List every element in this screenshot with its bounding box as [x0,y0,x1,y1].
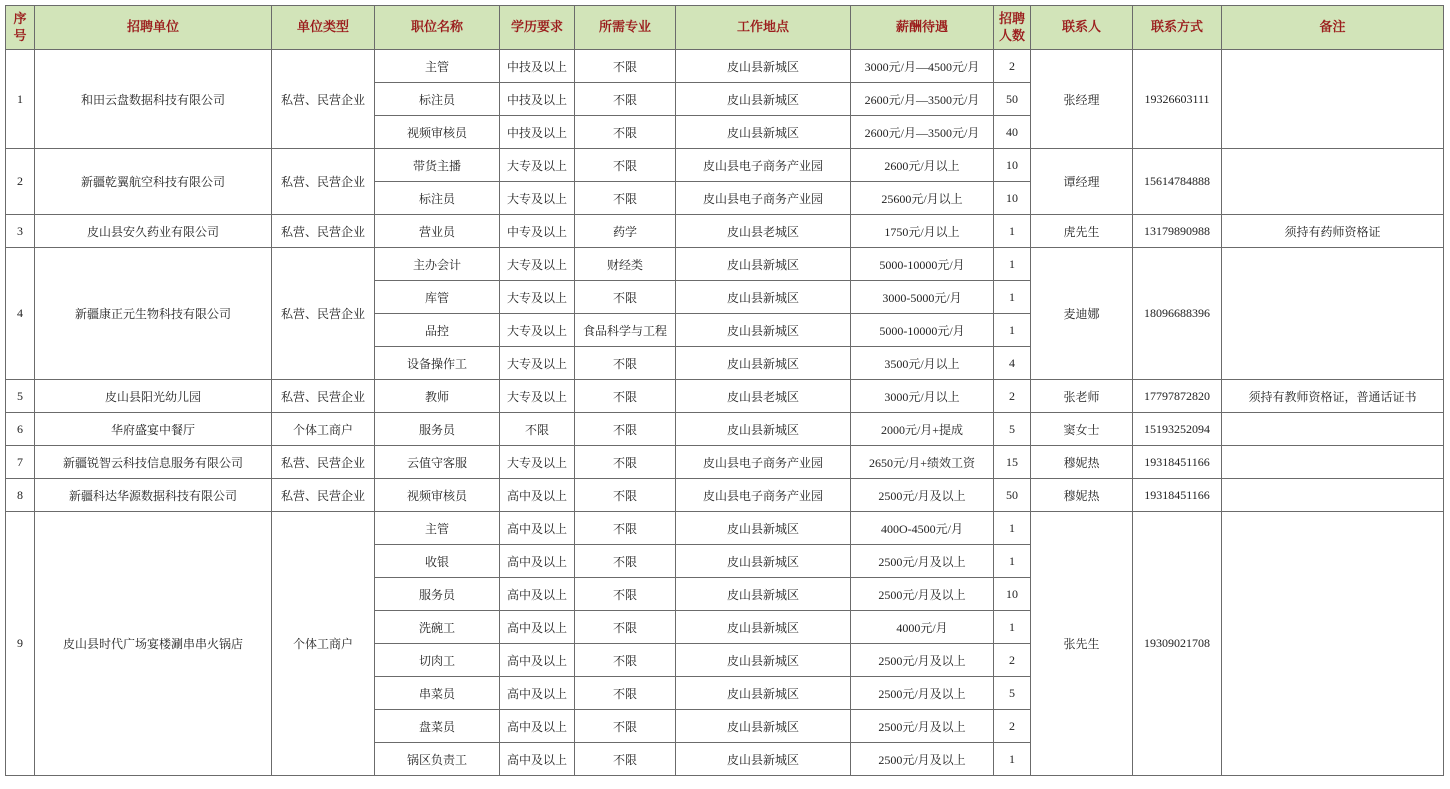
cell-position: 服务员 [375,413,500,446]
cell-position: 教师 [375,380,500,413]
cell-contact: 穆妮热 [1031,446,1133,479]
cell-salary: 2500元/月及以上 [851,743,994,776]
cell-count: 50 [994,479,1031,512]
cell-position: 标注员 [375,83,500,116]
cell-count: 10 [994,182,1031,215]
cell-education: 大专及以上 [500,248,575,281]
cell-company: 和田云盘数据科技有限公司 [35,50,272,149]
cell-major: 不限 [575,149,676,182]
cell-note [1222,248,1444,380]
cell-count: 1 [994,215,1031,248]
cell-major: 不限 [575,578,676,611]
cell-seq: 4 [6,248,35,380]
table-row [6,479,1444,512]
cell-count: 40 [994,116,1031,149]
cell-position: 收银 [375,545,500,578]
cell-education: 高中及以上 [500,512,575,545]
cell-company: 皮山县阳光幼儿园 [35,380,272,413]
cell-education: 高中及以上 [500,677,575,710]
cell-major: 不限 [575,182,676,215]
cell-location: 皮山县新城区 [676,83,851,116]
cell-count: 50 [994,83,1031,116]
cell-note: 须持有药师资格证 [1222,215,1444,248]
cell-phone: 13179890988 [1133,215,1222,248]
cell-note [1222,512,1444,776]
cell-major: 不限 [575,380,676,413]
cell-salary: 4000元/月 [851,611,994,644]
cell-count: 1 [994,281,1031,314]
cell-location: 皮山县新城区 [676,50,851,83]
cell-contact: 窦女士 [1031,413,1133,446]
header-location: 工作地点 [676,6,851,50]
cell-education: 高中及以上 [500,611,575,644]
cell-contact: 谭经理 [1031,149,1133,215]
cell-salary: 400O-4500元/月 [851,512,994,545]
cell-education: 中专及以上 [500,215,575,248]
cell-count: 2 [994,710,1031,743]
cell-company: 新疆锐智云科技信息服务有限公司 [35,446,272,479]
cell-location: 皮山县新城区 [676,281,851,314]
cell-type: 私营、民营企业 [272,380,375,413]
header-row [6,6,1444,50]
header-seq: 序号 [6,6,35,50]
cell-salary: 3500元/月以上 [851,347,994,380]
table-row [6,413,1444,446]
cell-major: 不限 [575,710,676,743]
cell-phone: 19318451166 [1133,446,1222,479]
cell-education: 中技及以上 [500,50,575,83]
table-row [6,215,1444,248]
cell-location: 皮山县新城区 [676,545,851,578]
cell-education: 高中及以上 [500,479,575,512]
cell-education: 大专及以上 [500,380,575,413]
cell-seq: 8 [6,479,35,512]
cell-education: 中技及以上 [500,116,575,149]
cell-education: 高中及以上 [500,644,575,677]
cell-location: 皮山县新城区 [676,677,851,710]
cell-phone: 18096688396 [1133,248,1222,380]
cell-phone: 15614784888 [1133,149,1222,215]
cell-type: 个体工商户 [272,413,375,446]
cell-count: 5 [994,413,1031,446]
cell-location: 皮山县老城区 [676,380,851,413]
cell-location: 皮山县新城区 [676,347,851,380]
cell-major: 不限 [575,281,676,314]
cell-company: 新疆科达华源数据科技有限公司 [35,479,272,512]
cell-contact: 虎先生 [1031,215,1133,248]
cell-note [1222,149,1444,215]
cell-seq: 6 [6,413,35,446]
header-phone: 联系方式 [1133,6,1222,50]
cell-count: 1 [994,743,1031,776]
cell-major: 不限 [575,347,676,380]
cell-seq: 5 [6,380,35,413]
cell-contact: 张老师 [1031,380,1133,413]
cell-position: 主办会计 [375,248,500,281]
cell-type: 私营、民营企业 [272,446,375,479]
table-row [6,149,1444,182]
cell-salary: 2600元/月—3500元/月 [851,83,994,116]
cell-seq: 2 [6,149,35,215]
cell-salary: 25600元/月以上 [851,182,994,215]
cell-seq: 9 [6,512,35,776]
cell-count: 1 [994,512,1031,545]
cell-major: 药学 [575,215,676,248]
cell-type: 私营、民营企业 [272,215,375,248]
cell-salary: 5000-10000元/月 [851,314,994,347]
cell-count: 2 [994,50,1031,83]
cell-position: 云值守客服 [375,446,500,479]
cell-count: 4 [994,347,1031,380]
cell-salary: 1750元/月以上 [851,215,994,248]
cell-position: 库管 [375,281,500,314]
header-count: 招聘人数 [994,6,1031,50]
cell-position: 带货主播 [375,149,500,182]
cell-location: 皮山县新城区 [676,578,851,611]
cell-education: 高中及以上 [500,710,575,743]
table-row [6,380,1444,413]
cell-position: 串菜员 [375,677,500,710]
cell-location: 皮山县新城区 [676,644,851,677]
cell-position: 设备操作工 [375,347,500,380]
cell-type: 私营、民营企业 [272,50,375,149]
cell-note [1222,479,1444,512]
cell-major: 不限 [575,116,676,149]
cell-contact: 张经理 [1031,50,1133,149]
cell-position: 品控 [375,314,500,347]
cell-position: 锅区负责工 [375,743,500,776]
cell-note: 须持有教师资格证，普通话证书 [1222,380,1444,413]
cell-salary: 2500元/月及以上 [851,710,994,743]
cell-education: 高中及以上 [500,545,575,578]
cell-major: 不限 [575,743,676,776]
cell-major: 食品科学与工程 [575,314,676,347]
cell-salary: 2500元/月及以上 [851,677,994,710]
cell-phone: 15193252094 [1133,413,1222,446]
header-type: 单位类型 [272,6,375,50]
cell-major: 不限 [575,446,676,479]
header-company: 招聘单位 [35,6,272,50]
cell-location: 皮山县新城区 [676,710,851,743]
cell-salary: 5000-10000元/月 [851,248,994,281]
cell-salary: 2600元/月—3500元/月 [851,116,994,149]
cell-count: 15 [994,446,1031,479]
cell-location: 皮山县电子商务产业园 [676,479,851,512]
cell-major: 不限 [575,512,676,545]
cell-count: 5 [994,677,1031,710]
cell-salary: 2600元/月以上 [851,149,994,182]
cell-position: 视频审核员 [375,479,500,512]
cell-company: 皮山县时代广场宴楼涮串串火锅店 [35,512,272,776]
header-contact: 联系人 [1031,6,1133,50]
cell-position: 切肉工 [375,644,500,677]
recruitment-table [5,5,1444,776]
table-row [6,446,1444,479]
cell-contact: 穆妮热 [1031,479,1133,512]
cell-note [1222,446,1444,479]
cell-count: 2 [994,380,1031,413]
cell-position: 服务员 [375,578,500,611]
cell-education: 大专及以上 [500,281,575,314]
cell-type: 私营、民营企业 [272,479,375,512]
cell-position: 视频审核员 [375,116,500,149]
header-salary: 薪酬待遇 [851,6,994,50]
cell-salary: 3000-5000元/月 [851,281,994,314]
cell-education: 大专及以上 [500,149,575,182]
cell-count: 10 [994,578,1031,611]
cell-phone: 19309021708 [1133,512,1222,776]
cell-count: 10 [994,149,1031,182]
cell-type: 私营、民营企业 [272,248,375,380]
cell-education: 不限 [500,413,575,446]
cell-major: 不限 [575,50,676,83]
cell-contact: 麦迪娜 [1031,248,1133,380]
cell-phone: 17797872820 [1133,380,1222,413]
cell-location: 皮山县新城区 [676,611,851,644]
cell-major: 不限 [575,611,676,644]
cell-salary: 2500元/月及以上 [851,479,994,512]
cell-type: 私营、民营企业 [272,149,375,215]
cell-company: 新疆康正元生物科技有限公司 [35,248,272,380]
cell-education: 中技及以上 [500,83,575,116]
cell-company: 皮山县安久药业有限公司 [35,215,272,248]
cell-salary: 2650元/月+绩效工资 [851,446,994,479]
cell-major: 不限 [575,479,676,512]
cell-salary: 3000元/月以上 [851,380,994,413]
cell-contact: 张先生 [1031,512,1133,776]
cell-location: 皮山县电子商务产业园 [676,149,851,182]
cell-position: 洗碗工 [375,611,500,644]
cell-major: 不限 [575,644,676,677]
table-row [6,512,1444,545]
cell-count: 1 [994,611,1031,644]
cell-location: 皮山县老城区 [676,215,851,248]
cell-education: 大专及以上 [500,446,575,479]
table-row [6,248,1444,281]
cell-phone: 19326603111 [1133,50,1222,149]
cell-company: 新疆乾翼航空科技有限公司 [35,149,272,215]
cell-position: 主管 [375,512,500,545]
cell-major: 不限 [575,413,676,446]
header-major: 所需专业 [575,6,676,50]
cell-major: 不限 [575,545,676,578]
header-education: 学历要求 [500,6,575,50]
cell-note [1222,50,1444,149]
cell-type: 个体工商户 [272,512,375,776]
header-note: 备注 [1222,6,1444,50]
cell-note [1222,413,1444,446]
cell-location: 皮山县新城区 [676,248,851,281]
cell-education: 大专及以上 [500,182,575,215]
cell-major: 不限 [575,677,676,710]
cell-education: 大专及以上 [500,314,575,347]
cell-position: 标注员 [375,182,500,215]
table-body [6,50,1444,776]
cell-location: 皮山县新城区 [676,314,851,347]
cell-count: 2 [994,644,1031,677]
cell-salary: 3000元/月—4500元/月 [851,50,994,83]
cell-position: 主管 [375,50,500,83]
cell-count: 1 [994,545,1031,578]
cell-education: 高中及以上 [500,578,575,611]
cell-location: 皮山县电子商务产业园 [676,182,851,215]
table-row [6,50,1444,83]
cell-seq: 3 [6,215,35,248]
cell-salary: 2500元/月及以上 [851,545,994,578]
cell-salary: 2500元/月及以上 [851,644,994,677]
cell-salary: 2500元/月及以上 [851,578,994,611]
cell-phone: 19318451166 [1133,479,1222,512]
cell-major: 不限 [575,83,676,116]
cell-location: 皮山县新城区 [676,512,851,545]
cell-location: 皮山县新城区 [676,413,851,446]
cell-seq: 1 [6,50,35,149]
cell-major: 财经类 [575,248,676,281]
cell-location: 皮山县新城区 [676,116,851,149]
cell-count: 1 [994,314,1031,347]
cell-education: 大专及以上 [500,347,575,380]
cell-seq: 7 [6,446,35,479]
cell-location: 皮山县新城区 [676,743,851,776]
cell-company: 华府盛宴中餐厅 [35,413,272,446]
cell-position: 盘菜员 [375,710,500,743]
cell-count: 1 [994,248,1031,281]
cell-position: 营业员 [375,215,500,248]
header-position: 职位名称 [375,6,500,50]
cell-salary: 2000元/月+提成 [851,413,994,446]
cell-education: 高中及以上 [500,743,575,776]
cell-location: 皮山县电子商务产业园 [676,446,851,479]
